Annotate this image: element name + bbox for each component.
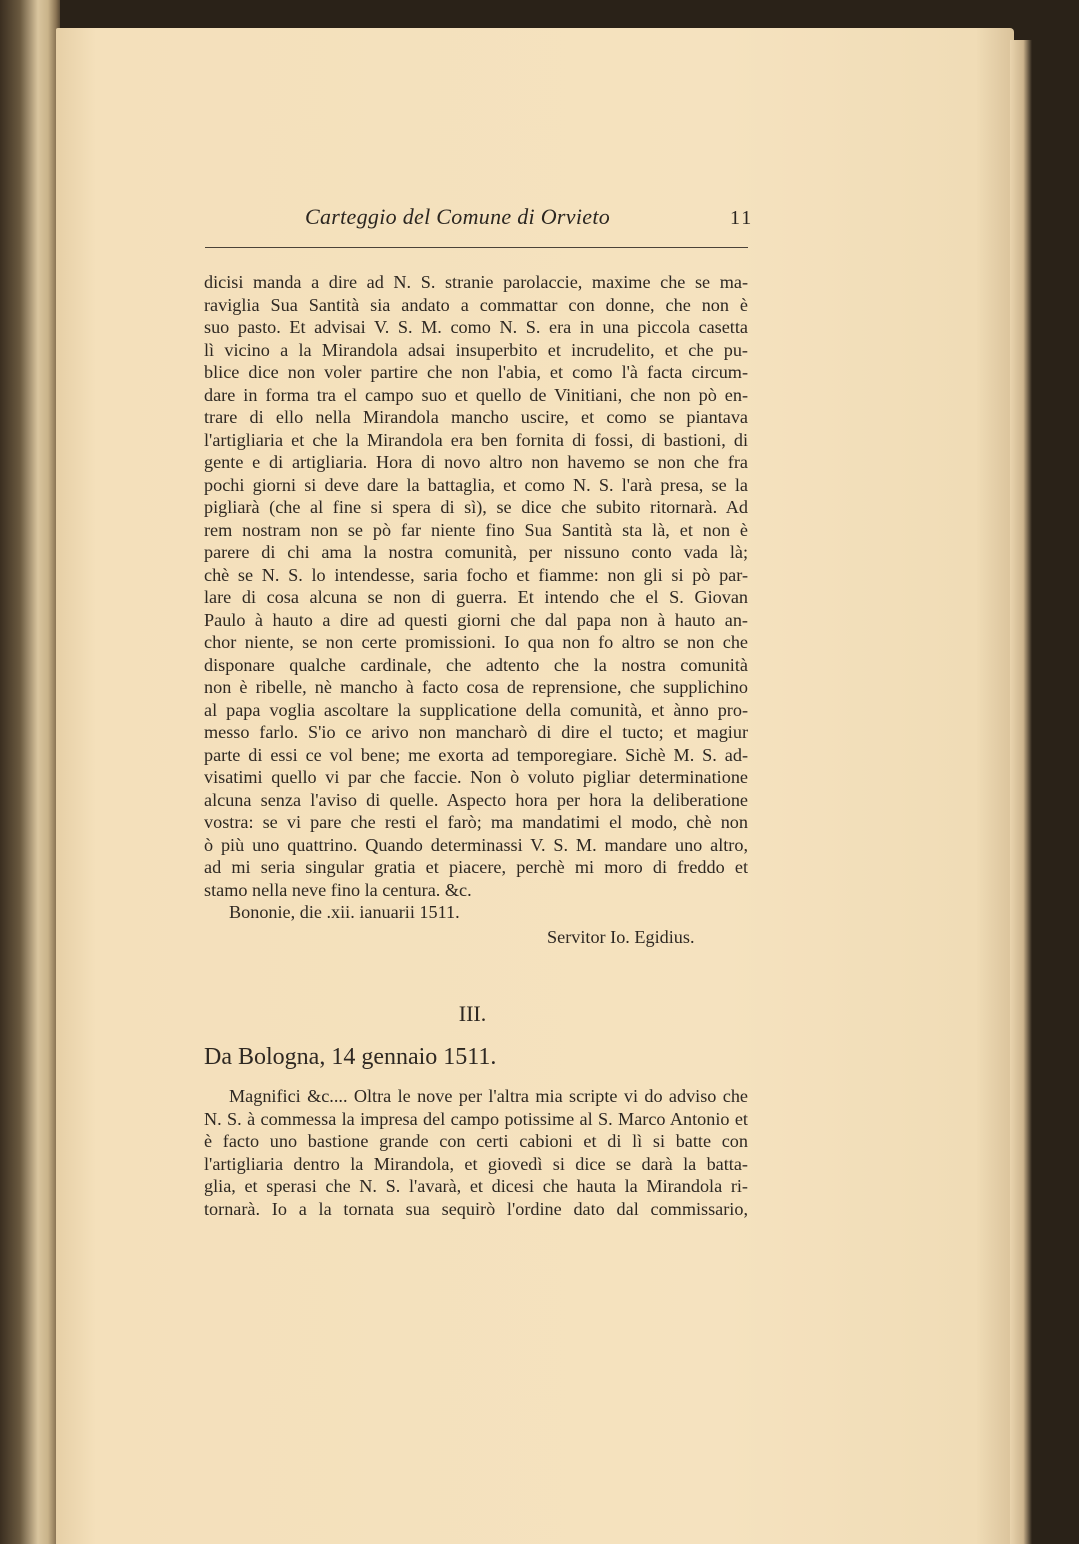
text-line: disponare qualche cardinale, che adtento che la nostra comunità [204, 654, 748, 675]
letter-ii-body [204, 271, 748, 901]
text-line: pochi giorni si deve dare la battaglia, et como N. S. l'arà presa, se la [204, 474, 748, 495]
text-line: glia, et sperasi che N. S. l'avarà, et dicesi che hauta la Mirandola ri- [204, 1176, 748, 1196]
text-line: tornarà. Io a la tornata sua sequirò l'ordine dato dal commissario, [204, 1198, 748, 1219]
text-line: rem nostram non se pò far niente fino Sua Santità sta là, et non è [204, 519, 748, 540]
text-line: dare in forma tra el campo suo et quello de Vinitiani, che non pò en- [204, 384, 748, 405]
text-line: chè se N. S. lo intendesse, saria focho et fiamme: non gli si pò par- [204, 564, 748, 585]
text-line: ad mi seria singular gratia et piacere, perchè mi moro di freddo et [204, 857, 748, 877]
text-line: blice dice non voler partire che non l'abia, et como l'à facta circum- [204, 362, 748, 382]
text-line: lì vicino a la Mirandola adsai insuperbito et incrudelito, et che pu- [204, 339, 748, 360]
letter-ii-dateline-block [204, 901, 748, 924]
text-line: suo pasto. Et advisai V. S. M. como N. S. era in una piccola casetta [204, 317, 748, 337]
text-line: gente e di artigliaria. Hora di novo altro non havemo se non che fra [204, 452, 748, 472]
text-line: è facto uno bastione grande con certi cabioni et di lì si batte con [204, 1131, 748, 1151]
dateline: Bononie, die .xii. ianuarii 1511. [229, 902, 460, 922]
text-line: raviglia Sua Santità sia andato a commattar con donne, che non è [204, 294, 748, 315]
page-edge-shadow [1010, 40, 1032, 1544]
text-line: trare di ello nella Mirandola mancho uscire, et como se piantava [204, 407, 748, 427]
text-line: Magnifici &c.... Oltra le nove per l'altra mia scripte vi do adviso che [229, 1086, 748, 1106]
section-number-text: III. [458, 1001, 487, 1026]
text-line: Paulo à hauto a dire ad questi giorni che dal papa non à hauto an- [204, 609, 748, 630]
text-line: pigliarà (che al fine si spera di sì), se dice che subito ritornarà. Ad [204, 497, 748, 517]
text-line: alcuna senza l'aviso di quelle. Aspecto hora per hora la deliberatione [204, 789, 748, 810]
text-line: ò più uno quattrino. Quando determinassi V. S. M. mandare uno altro, [204, 834, 748, 855]
text-line: N. S. à commessa la impresa del campo potissime al S. Marco Antonio et [204, 1108, 748, 1129]
text-line: stamo nella neve fino la centura. &c. [204, 879, 472, 900]
text-line: non è ribelle, nè mancho à facto cosa de reprensione, che supplichino [204, 677, 748, 697]
text-line: messo farlo. S'io ce arivo non mancharò di dire el tucto; et magiur [204, 722, 748, 742]
text-line: l'artigliaria et che la Mirandola era ben fornita di fossi, di bastioni, di [204, 429, 748, 450]
date-heading: Da Bologna, 14 gennaio 1511. [204, 1044, 497, 1070]
running-title: Carteggio del Comune di Orvieto [305, 204, 611, 229]
section-number [0, 1001, 1076, 1027]
text-line: l'artigliaria dentro la Mirandola, et giovedì si dice se darà la batta- [204, 1153, 748, 1174]
text-line: parere di chi ama la nostra comunità, per nissuno conto vada là; [204, 542, 748, 562]
text-line: al papa voglia ascoltare la supplicatione della comunità, et ànno pro- [204, 699, 748, 720]
text-line: vostra: se vi pare che resti el farò; ma mandatimi el modo, chè non [204, 812, 748, 832]
text-line: visatimi quello vi par che faccie. Non ò voluto pigliar determinatione [204, 767, 748, 787]
page-number: 11 [730, 207, 754, 229]
header-rule [205, 247, 748, 248]
facing-page-edge [0, 0, 60, 1544]
text-line: parte di essi ce vol bene; me exorta ad temporegiare. Sichè M. S. ad- [204, 744, 748, 765]
signature: Servitor Io. Egidius. [547, 927, 695, 947]
text-line: chor niente, se non certe promissioni. Io qua non fo altro se non che [204, 632, 748, 652]
text-line: lare di cosa alcuna se non di guerra. Et intendo che el S. Giovan [204, 587, 748, 607]
text-line: dicisi manda a dire ad N. S. stranie parolaccie, maxime che se ma- [204, 272, 748, 292]
letter-iii-body [204, 1085, 748, 1220]
